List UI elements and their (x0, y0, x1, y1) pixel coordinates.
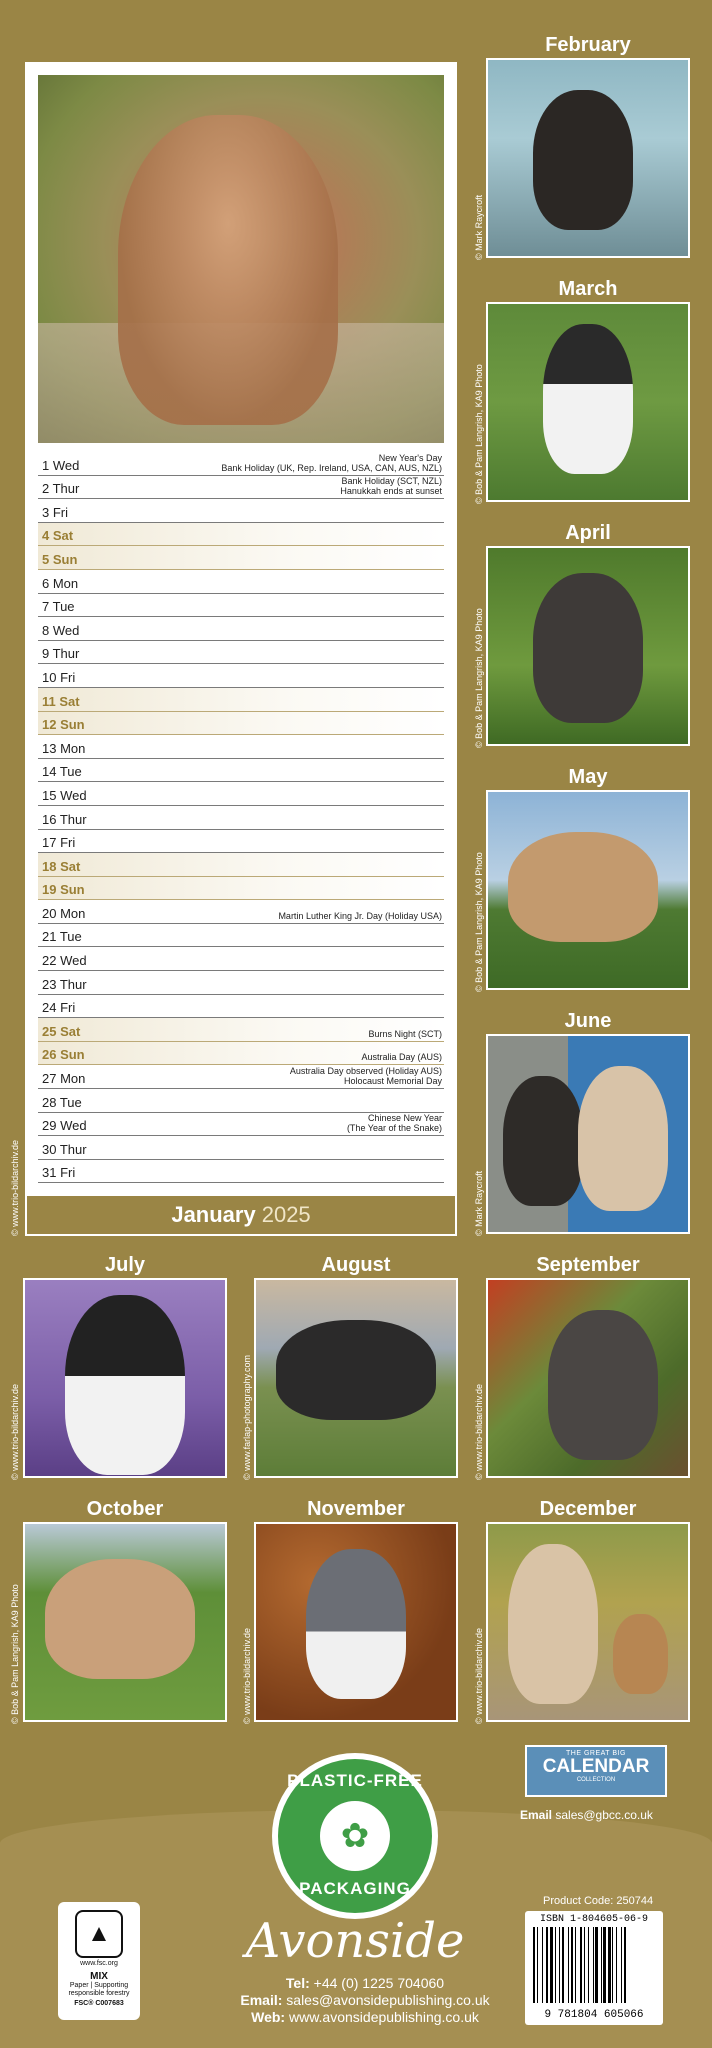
day-row (38, 641, 444, 665)
photo-credit: © Bob & Pam Langrish, KA9 Photo (474, 364, 484, 504)
month-october (23, 1496, 227, 1722)
day-label: 18 Sat (42, 858, 81, 874)
month-june (486, 1008, 690, 1234)
month-photo (486, 790, 690, 990)
day-row (38, 570, 444, 594)
badge-top-text: PLASTIC-FREE (287, 1771, 423, 1790)
month-photo (254, 1522, 458, 1722)
day-note: Burns Night (SCT) (368, 1028, 442, 1039)
day-list (38, 452, 444, 1183)
day-row (38, 523, 444, 547)
photo-credit: © www.trio-bildarchiv.de (242, 1628, 252, 1724)
month-photo (23, 1278, 227, 1478)
day-note: Australia Day observed (Holiday AUS) Holocaust Memorial Day (289, 1066, 442, 1087)
day-label: 20 Mon (42, 905, 86, 921)
month-title: June (564, 1010, 612, 1032)
day-row (38, 995, 444, 1019)
day-note: Bank Holiday (SCT, NZL) Hanukkah ends at sunset (340, 476, 442, 497)
gbcc-email-link[interactable]: sales@gbcc.co.uk (555, 1808, 653, 1822)
month-february (486, 32, 690, 258)
day-label: 24 Fri (42, 1000, 76, 1016)
day-row (38, 1160, 444, 1184)
day-row (38, 712, 444, 736)
day-label: 11 Sat (42, 693, 80, 709)
day-row (38, 664, 444, 688)
month-april (486, 520, 690, 746)
month-title: May (568, 766, 608, 788)
day-row (38, 476, 444, 500)
month-title: November (307, 1498, 405, 1520)
day-row (38, 877, 444, 901)
day-row (38, 546, 444, 570)
day-note: Chinese New Year (The Year of the Snake) (346, 1113, 442, 1134)
month-photo (486, 1278, 690, 1478)
fsc-tree-icon: ▲ (75, 1910, 123, 1958)
day-row (38, 782, 444, 806)
day-label: 29 Wed (42, 1118, 87, 1134)
month-photo (486, 1034, 690, 1234)
month-year: 2025 (261, 1202, 311, 1227)
day-label: 30 Thur (42, 1141, 87, 1157)
photo-credit: © Mark Raycroft (474, 1170, 484, 1236)
day-label: 14 Tue (42, 764, 82, 780)
month-august (254, 1252, 458, 1478)
month-september (486, 1252, 690, 1478)
day-label: 28 Tue (42, 1094, 82, 1110)
publisher-email-link[interactable]: sales@avonsidepublishing.co.uk (286, 1992, 490, 2008)
month-november (254, 1496, 458, 1722)
day-label: 17 Fri (42, 835, 76, 851)
photo-credit: © Bob & Pam Langrish, KA9 Photo (10, 1584, 20, 1724)
day-row (38, 1113, 444, 1137)
photo-credit: © www.trio-bildarchiv.de (10, 1384, 20, 1480)
day-label: 4 Sat (42, 528, 74, 544)
day-row (38, 900, 444, 924)
month-name: January (171, 1202, 256, 1227)
month-title: April (565, 522, 611, 544)
day-label: 12 Sun (42, 717, 85, 733)
day-row (38, 853, 444, 877)
month-title: October (86, 1498, 164, 1520)
day-label: 16 Thur (42, 811, 87, 827)
month-title: July (104, 1254, 146, 1276)
month-photo (23, 1522, 227, 1722)
day-row (38, 1136, 444, 1160)
month-title: September (536, 1254, 640, 1276)
day-row (38, 1018, 444, 1042)
january-photo-credit: © www.trio-bildarchiv.de (10, 1140, 20, 1236)
day-label: 3 Fri (42, 504, 68, 520)
photo-credit: © Bob & Pam Langrish, KA9 Photo (474, 608, 484, 748)
day-label: 6 Mon (42, 575, 79, 591)
leaf-icon: ✿ (320, 1801, 390, 1871)
photo-credit: © www.trio-bildarchiv.de (474, 1384, 484, 1480)
photo-credit: © Mark Raycroft (474, 194, 484, 260)
day-label: 22 Wed (42, 953, 87, 969)
day-row (38, 1089, 444, 1113)
day-row (38, 688, 444, 712)
publisher-web-link[interactable]: www.avonsidepublishing.co.uk (288, 2009, 479, 2025)
day-note: New Year's Day Bank Holiday (UK, Rep. Ireland, USA, CAN, AUS, NZL) (221, 452, 442, 473)
day-label: 10 Fri (42, 669, 76, 685)
month-photo (486, 58, 690, 258)
day-row (38, 947, 444, 971)
day-label: 23 Thur (42, 976, 87, 992)
day-row (38, 617, 444, 641)
day-label: 2 Thur (42, 481, 80, 497)
month-photo (486, 1522, 690, 1722)
day-label: 27 Mon (42, 1071, 86, 1087)
day-label: 19 Sun (42, 882, 85, 898)
day-label: 9 Thur (42, 646, 80, 662)
day-row (38, 924, 444, 948)
january-photo (38, 75, 444, 443)
day-row (38, 594, 444, 618)
month-title: February (545, 34, 631, 56)
photo-credit: © Bob & Pam Langrish, KA9 Photo (474, 852, 484, 992)
day-row (38, 830, 444, 854)
month-photo (254, 1278, 458, 1478)
month-footer (25, 1194, 457, 1236)
barcode (525, 1911, 663, 2025)
month-march (486, 276, 690, 502)
barcode-number: 9 781804 605066 (544, 2009, 644, 2021)
month-title: August (321, 1254, 391, 1276)
photo-credit: © www.trio-bildarchiv.de (474, 1628, 484, 1724)
gbcc-email: Email sales@gbcc.co.uk (520, 1808, 653, 1822)
day-label: 5 Sun (42, 551, 78, 567)
month-title: March (558, 278, 618, 300)
day-row (38, 1042, 444, 1066)
day-label: 15 Wed (42, 787, 87, 803)
fsc-label: ▲ www.fsc.org MIX Paper | Supporting responsible forestry FSC® C007683 (58, 1902, 140, 2020)
month-photo (486, 302, 690, 502)
day-row (38, 452, 444, 476)
day-label: 31 Fri (42, 1165, 76, 1181)
day-row (38, 735, 444, 759)
day-label: 8 Wed (42, 622, 80, 638)
day-row (38, 971, 444, 995)
day-label: 7 Tue (42, 599, 75, 615)
gbcc-logo: THE GREAT BIG CALENDAR COLLECTION (525, 1745, 667, 1797)
day-note: Australia Day (AUS) (361, 1052, 442, 1063)
day-row (38, 1065, 444, 1089)
phone-number[interactable]: +44 (0) 1225 704060 (313, 1975, 445, 1991)
isbn: ISBN 1-804605-06-9 (539, 1914, 649, 1925)
month-title: December (539, 1498, 637, 1520)
publisher-contact: Tel: +44 (0) 1225 704060 Email: sales@avonsidepublishing.co.uk Web: www.avonsidepublishing.co.uk (240, 1975, 490, 2025)
publisher-name: Avonside (245, 1913, 465, 1969)
day-note: Martin Luther King Jr. Day (Holiday USA) (278, 910, 442, 921)
barcode-bars (533, 1927, 655, 2003)
photo-credit: © www.farlap-photography.com (242, 1354, 252, 1480)
day-row (38, 759, 444, 783)
badge-bottom-text: PACKAGING (299, 1879, 411, 1898)
day-label: 1 Wed (42, 457, 80, 473)
month-may (486, 764, 690, 990)
day-label: 21 Tue (42, 929, 82, 945)
month-december (486, 1496, 690, 1722)
plastic-free-badge (272, 1753, 438, 1919)
product-code: Product Code: 250744 (543, 1895, 654, 1907)
dog-image (118, 115, 338, 425)
january-card (25, 62, 457, 1236)
day-row (38, 806, 444, 830)
day-label: 13 Mon (42, 740, 86, 756)
day-label: 26 Sun (42, 1047, 85, 1063)
day-label: 25 Sat (42, 1023, 81, 1039)
day-row (38, 499, 444, 523)
month-photo (486, 546, 690, 746)
month-july (23, 1252, 227, 1478)
